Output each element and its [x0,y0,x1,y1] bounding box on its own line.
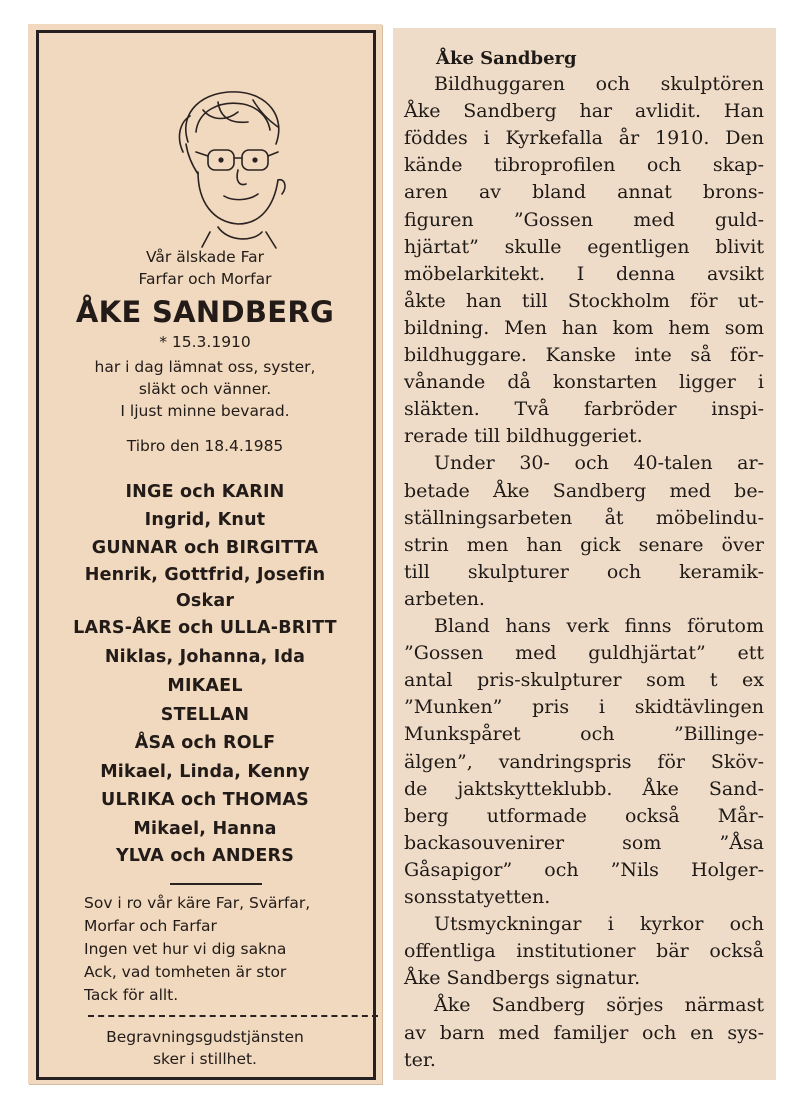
article-line: kände tibroprofilen och skap- [404,154,764,177]
newspaper-article [393,28,776,1080]
death-notice [28,24,382,1084]
article-line: föddes i Kyrkefalla år 1910. Den [404,127,764,150]
funeral-line-1: Begravningsgudstjänsten [106,1028,304,1046]
family-line: MIKAEL [167,676,243,696]
article-heading: Åke Sandberg [436,48,577,69]
article-line: Munkspåret och ”Billinge- [404,723,764,746]
family-line: ULRIKA och THOMAS [101,790,309,810]
article-line: ställningsarbeten åt möbelindu- [404,506,764,529]
article-line: sonsstatyetten. [404,886,551,908]
family-line: Mikael, Hanna [133,819,277,839]
article-line: betade Åke Sandberg med be- [404,479,764,502]
article-line: Gåsapigor” och ”Nils Holger- [404,858,764,881]
article-line: vånande då konstarten ligger i [404,371,764,394]
article-line: Utsmyckningar i kyrkor och [434,913,764,936]
article-line: aren av bland annat brons- [404,181,764,204]
funeral-line-2: sker i stillhet. [152,1050,257,1068]
family-line: YLVA och ANDERS [115,846,295,866]
article-line: berg utformade också Mår- [404,804,764,827]
intro-line-1: Vår älskade Far [146,248,264,266]
article-line: bildning. Men han kom hem som [404,316,764,339]
article-line: offentliga institutioner bär också [404,940,764,963]
article-line: Bland hans verk finns förutom [434,615,764,637]
article-line: ”Munken” pris i skidtävlingen [404,696,764,719]
birth-date: * 15.3.1910 [159,333,251,351]
article-line: till skulpturer och keramik- [404,560,764,583]
article-line: arbeten. [404,587,485,610]
article-line: Åke Sandberg har avlidit. Han [404,100,764,123]
family-line: Mikael, Linda, Kenny [100,762,310,782]
article-line: Åke Sandberg sörjes närmast [434,994,764,1017]
family-line: ÅSA och ROLF [134,733,276,753]
portrait-sketch-icon [158,82,298,252]
message-line-1: har i dag lämnat oss, syster, [94,358,316,376]
article-line: hjärtat” skulle egentligen blivit [404,235,764,258]
message-line-2: släkt och vänner. [138,380,272,398]
article-line: ”Gossen med guldhjärtat” ett [404,642,764,665]
article-line: möbelarkitekt. I denna avsikt [404,262,764,285]
article-line: backasouvenirer som ”Åsa [404,831,764,854]
article-line: Bildhuggaren och skulptören [434,73,764,95]
article-line: rerade till bildhuggeriet. [404,425,643,448]
family-line: Henrik, Gottfrid, Josefin [84,565,326,585]
family-line: LARS-ÅKE och ULLA-BRITT [73,618,337,638]
verse-line: Sov i ro vår käre Far, Svärfar, [84,894,311,912]
article-line: älgen”, vandringspris för Sköv- [404,750,764,773]
family-line: Oskar [175,591,235,611]
divider-dashed [88,1015,378,1017]
article-line: figuren ”Gossen med guld- [404,208,764,231]
verse-line: Tack för allt. [84,986,179,1004]
intro-line-2: Farfar och Morfar [138,270,272,288]
article-line: Under 30- och 40-talen ar- [434,452,764,475]
article-line: åkte han till Stockholm för ut- [404,289,764,312]
article-line: bildhuggare. Kanske inte så för- [404,344,764,366]
article-line: antal pris-skulpturer som t ex [404,669,764,692]
verse-line: Morfar och Farfar [84,917,217,935]
family-line: Ingrid, Knut [144,510,266,530]
family-line: STELLAN [160,705,250,725]
article-line: ter. [404,1048,436,1071]
article-line: av barn med familjer och en sys- [404,1021,764,1044]
deceased-name: ÅKE SANDBERG [75,295,335,329]
article-line: Åke Sandbergs signatur. [404,967,641,990]
place-date: Tibro den 18.4.1985 [126,437,284,455]
family-line: GUNNAR och BIRGITTA [91,538,319,558]
verse-line: Ack, vad tomheten är stor [84,963,287,981]
family-line: INGE och KARIN [125,482,285,502]
family-line: Niklas, Johanna, Ida [104,647,306,667]
article-line: strin men han gick senare över [404,533,764,556]
message-line-3: I ljust minne bevarad. [120,402,290,420]
article-line: de jaktskytteklubb. Åke Sand- [404,777,764,800]
verse-line: Ingen vet hur vi dig sakna [84,940,287,958]
article-line: släkten. Två farbröder inspi- [404,398,764,421]
divider-solid [170,883,262,885]
